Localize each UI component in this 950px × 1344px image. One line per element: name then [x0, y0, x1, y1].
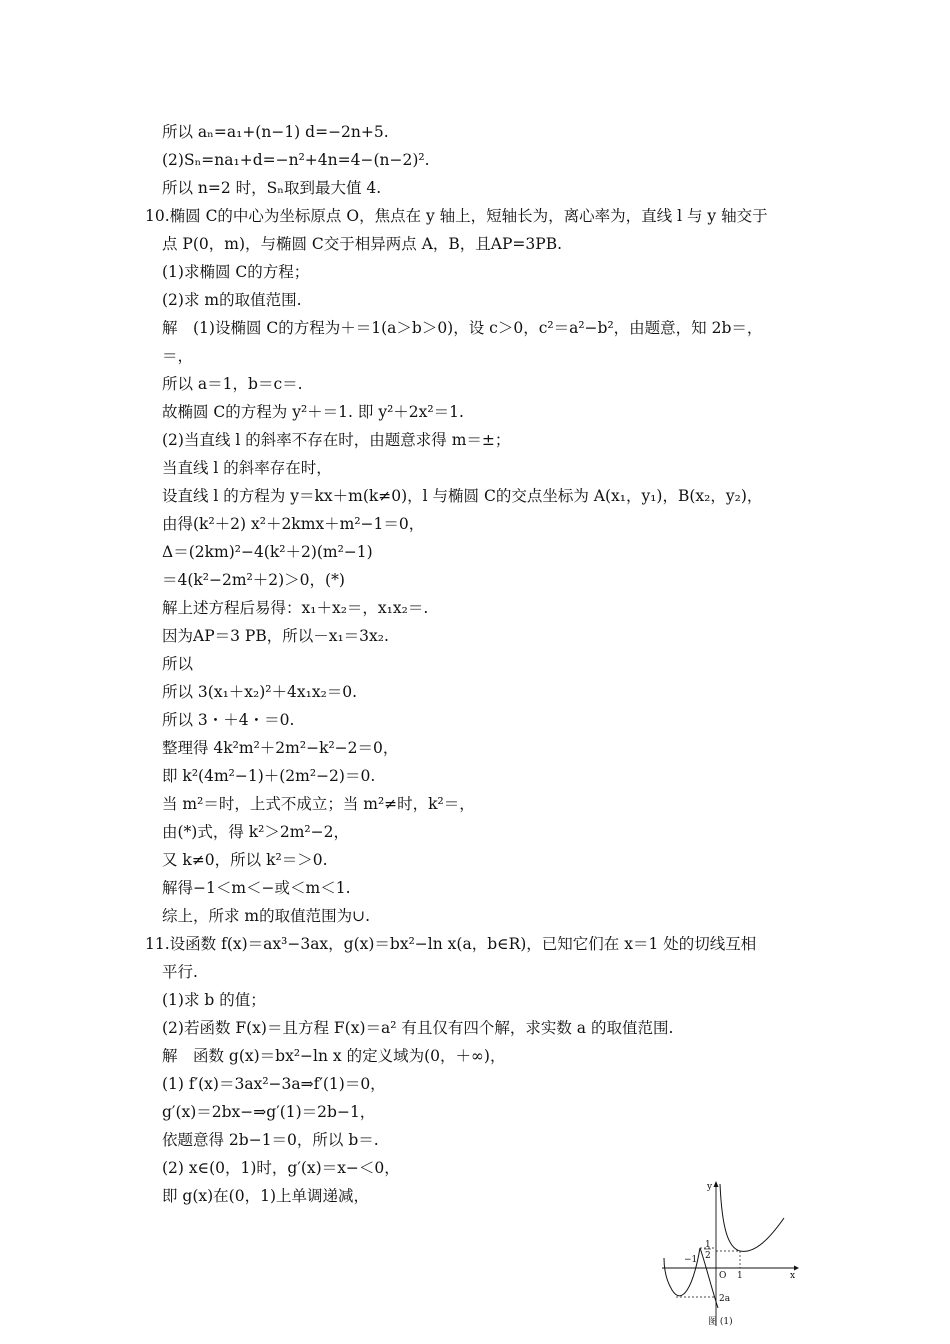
text-line: 所以 3・＋4・＝0. [162, 711, 295, 729]
text-line: 点 P(0，m)，与椭圆 C交于相异两点 A，B，且AP=3PB. [162, 235, 563, 253]
label-half-den: 2 [705, 1251, 711, 1261]
text-line: ＝， [162, 347, 194, 365]
problem-10-heading: 10.椭圆 C的中心为坐标原点 O，焦点在 y 轴上，短轴长为，离心率为，直线 l 与 y 轴交于 [145, 207, 768, 225]
text-line: 又 k≠0，所以 k²＝＞0. [162, 851, 328, 869]
function-graph-figure [660, 1178, 800, 1330]
text-line: 所以 [162, 655, 194, 673]
text-line: g′(x)＝2bx−⇒g′(1)＝2b−1， [162, 1103, 376, 1121]
figure-caption: 图 (1) [708, 1317, 733, 1327]
label-neg1: −1 [684, 1255, 698, 1265]
function-graph-svg [660, 1178, 800, 1330]
text-line: 解上述方程后易得：x₁＋x₂＝，x₁x₂＝. [162, 599, 429, 617]
text-line: (2) x∈(0，1)时，g′(x)＝x−＜0， [162, 1159, 400, 1177]
text-line: 整理得 4k²m²＋2m²−k²−2＝0， [162, 739, 399, 757]
text-line: (2)若函数 F(x)＝且方程 F(x)＝a² 有且仅有四个解，求实数 a 的取值范围. [162, 1019, 674, 1037]
text-line: 因为AP＝3 PB，所以－x₁＝3x₂. [162, 627, 389, 645]
text-line: 所以 a＝1，b＝c＝. [162, 375, 303, 393]
g-curve [720, 1184, 784, 1251]
solution-line: 解 (1)设椭圆 C的方程为＋＝1(a＞b＞0)，设 c＞0，c²＝a²−b²，由题意，知 2b＝， [162, 319, 763, 337]
text-line: 当 m²＝时，上式不成立；当 m²≠时，k²＝， [162, 795, 475, 813]
label-one: 1 [737, 1271, 743, 1281]
label-y: y [707, 1182, 713, 1192]
text-line: ＝4(k²−2m²＋2)＞0，(*) [162, 571, 345, 589]
text-line: 由(*)式，得 k²＞2m²−2， [162, 823, 349, 841]
text-line: 即 g(x)在(0，1)上单调递减， [162, 1187, 370, 1205]
text-line: 综上，所求 m的取值范围为∪. [162, 907, 371, 925]
text-line: (2)求 m的取值范围. [162, 291, 302, 309]
text-line: 所以 n=2 时，Sₙ取到最大值 4. [162, 179, 382, 197]
text-line: 依题意得 2b−1＝0，所以 b＝. [162, 1131, 379, 1149]
text-line: (2)当直线 l 的斜率不存在时，由题意求得 m＝±； [162, 431, 511, 449]
text-line: (1)求椭圆 C的方程； [162, 263, 310, 281]
text-line: 当直线 l 的斜率存在时， [162, 459, 332, 477]
label-origin: O [719, 1271, 727, 1281]
label-x: x [790, 1271, 796, 1281]
problem-11-heading: 11.设函数 f(x)＝ax³−3ax，g(x)＝bx²−ln x(a，b∈R)，已知它们在 x＝1 处的切线互相 [145, 935, 757, 953]
text-line: (1) f′(x)＝3ax²−3a⇒f′(1)＝0， [162, 1075, 386, 1093]
text-line: 解得−1＜m＜−或＜m＜1. [162, 879, 351, 897]
text-line: Δ＝(2km)²−4(k²＋2)(m²−1) [162, 543, 373, 561]
y-axis-arrow [714, 1181, 719, 1187]
x-axis-arrow [794, 1266, 799, 1271]
text-line: 设直线 l 的方程为 y＝kx＋m(k≠0)，l 与椭圆 C的交点坐标为 A(x₁，y₁)，B(x₂，y₂)， [162, 487, 763, 505]
text-line: 故椭圆 C的方程为 y²＋＝1. 即 y²＋2x²＝1. [162, 403, 464, 421]
text-line: 平行. [162, 963, 198, 981]
text-line: 所以 aₙ=a₁+(n−1) d=−2n+5. [162, 123, 389, 141]
label-2a: 2a [719, 1294, 731, 1304]
text-line: 即 k²(4m²−1)＋(2m²−2)＝0. [162, 767, 376, 785]
text-line: 所以 3(x₁＋x₂)²＋4x₁x₂＝0. [162, 683, 358, 701]
text-line: 由得(k²＋2) x²＋2kmx＋m²−1＝0， [162, 515, 425, 533]
label-half-num: 1 [705, 1240, 711, 1250]
text-line: (1)求 b 的值； [162, 991, 266, 1009]
text-line: (2)Sₙ=na₁+d=−n²+4n=4−(n−2)². [162, 151, 430, 169]
solution-line: 解 函数 g(x)＝bx²−ln x 的定义域为(0，＋∞)， [162, 1047, 506, 1065]
